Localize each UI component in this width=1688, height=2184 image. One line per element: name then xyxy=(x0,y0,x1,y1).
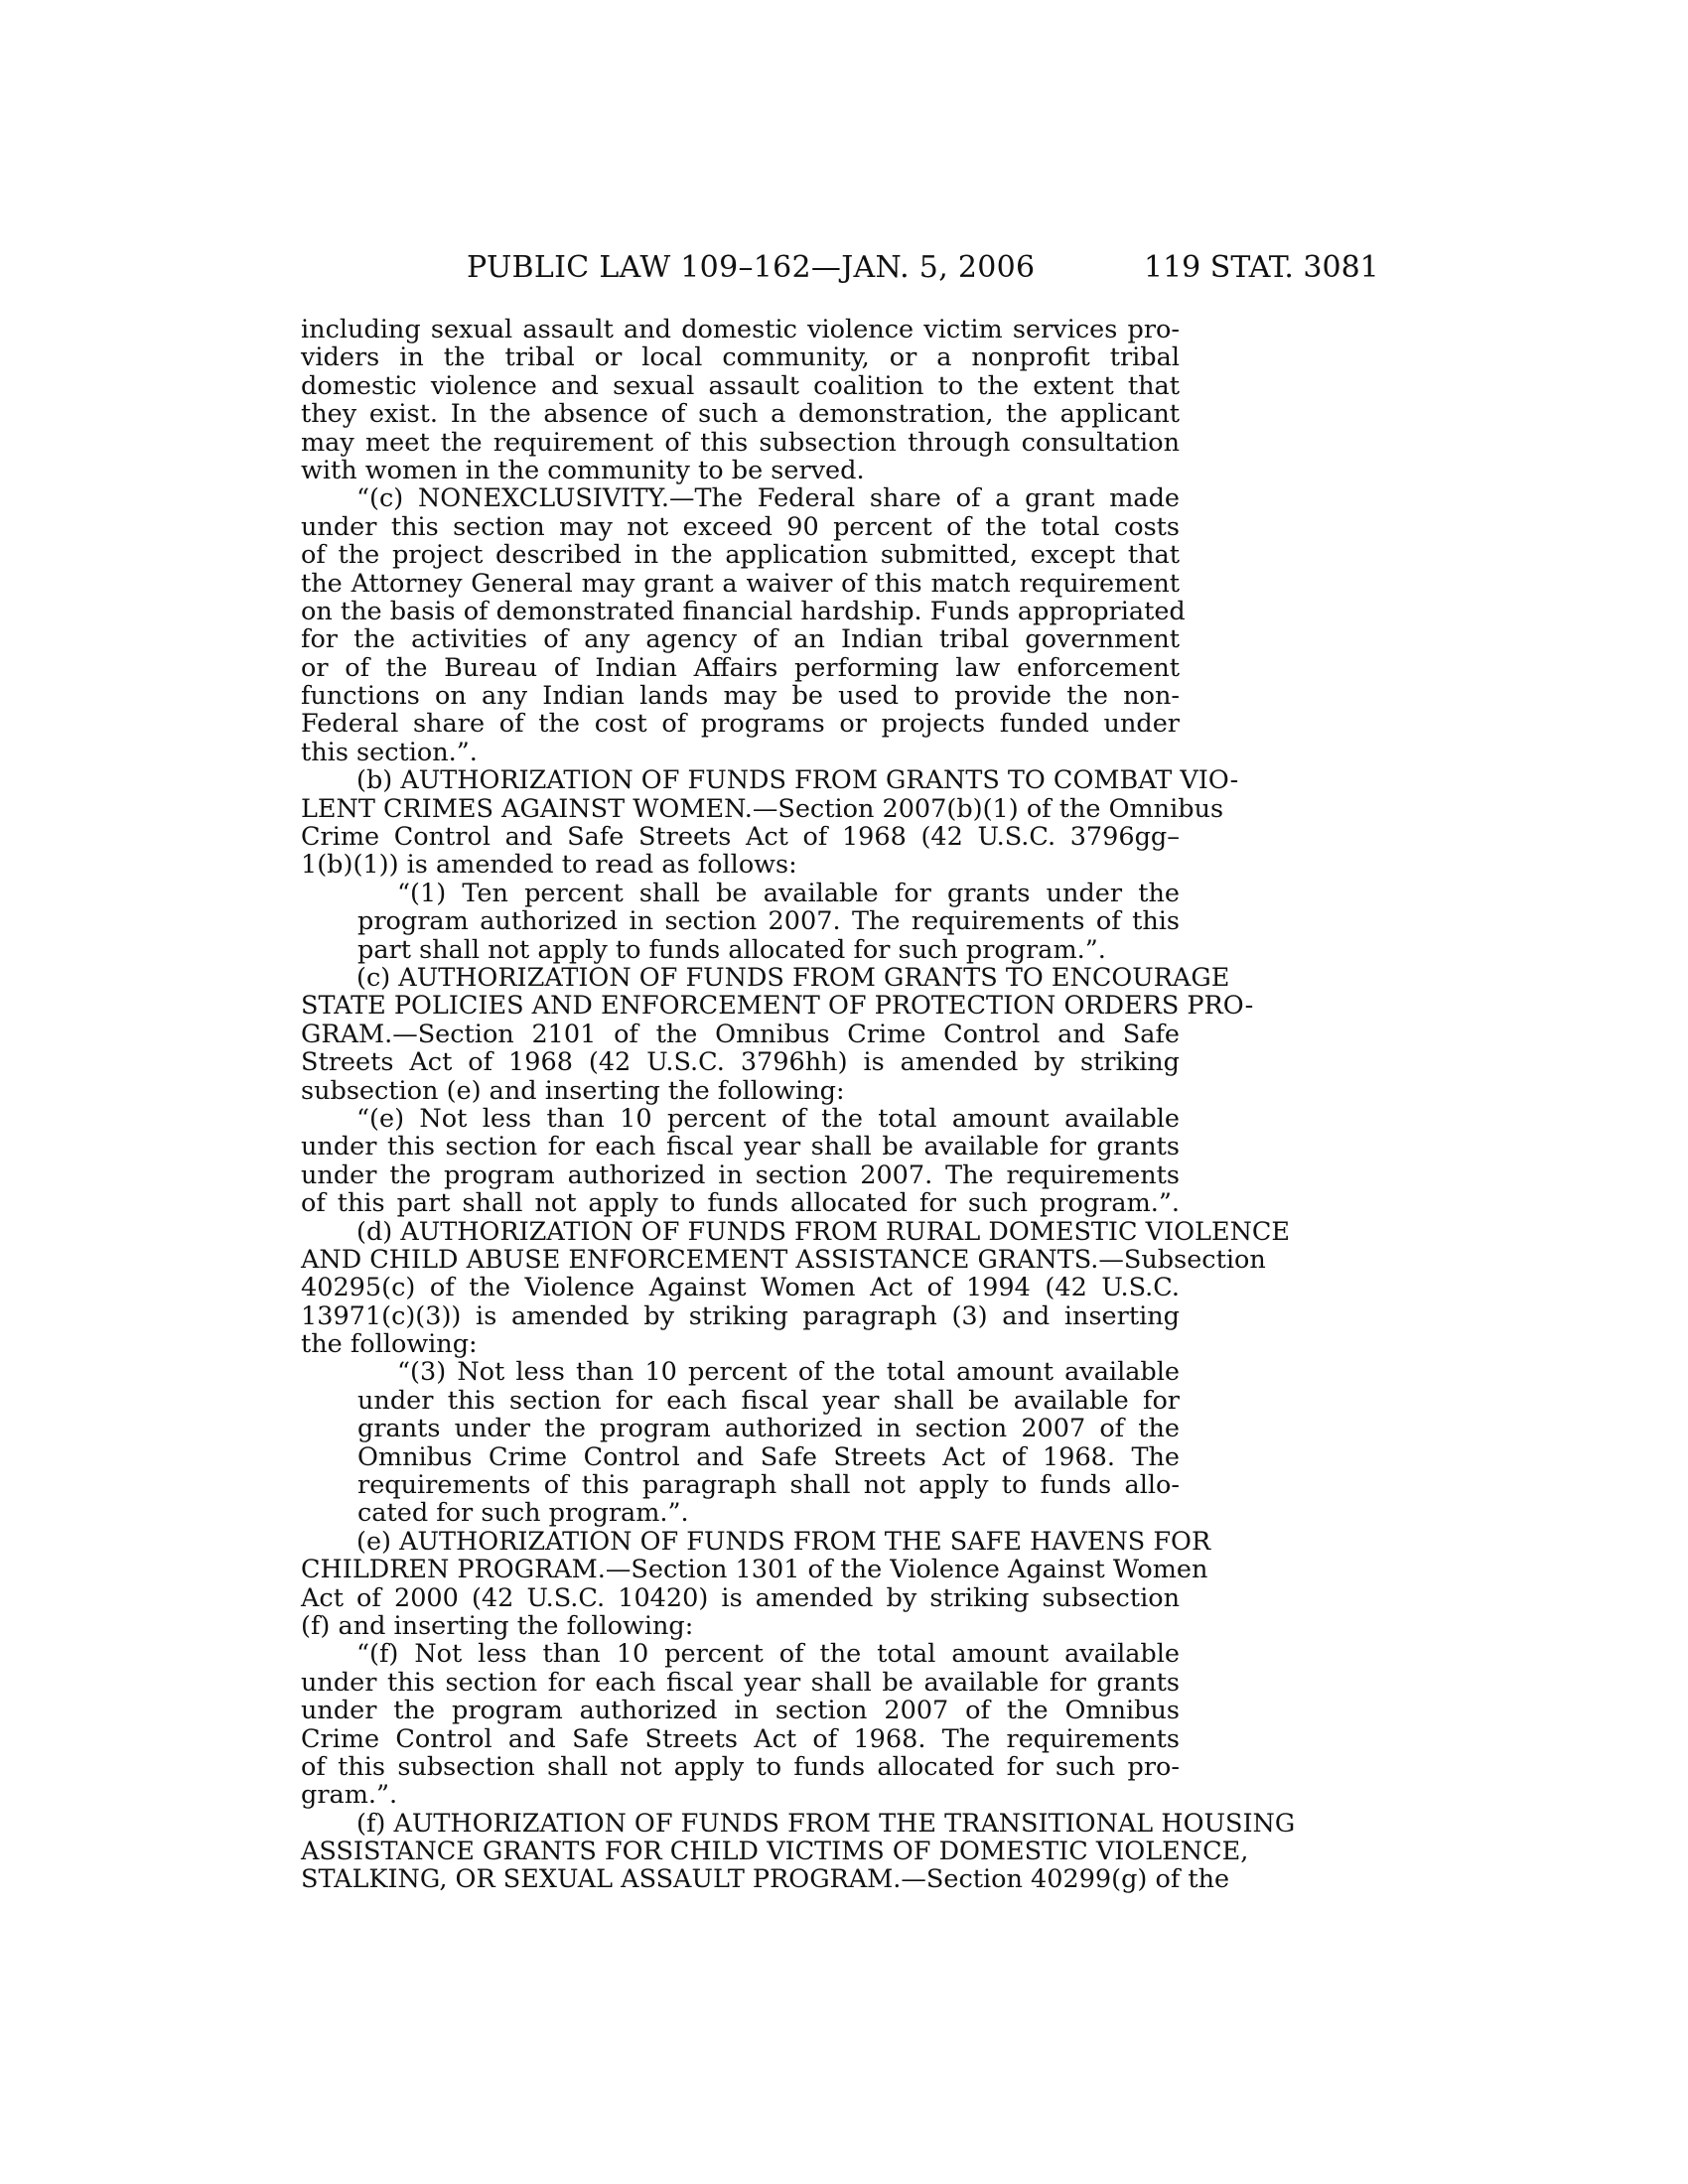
text-line: part shall not apply to funds allocated for such program.”. xyxy=(357,934,1106,965)
text-line: or of the Bureau of Indian Affairs performing law enforcement xyxy=(301,652,1180,683)
text-line: they exist. In the absence of such a demonstration, the applicant xyxy=(301,399,1180,430)
text-line: Act of 2000 (42 U.S.C. 10420) is amended by striking subsection xyxy=(301,1582,1180,1613)
page-header-title: PUBLIC LAW 109–162—JAN. 5, 2006 xyxy=(467,250,1036,285)
text-line: including sexual assault and domestic violence victim services pro- xyxy=(301,315,1180,344)
text-line: LENT CRIMES AGAINST WOMEN.—Section 2007(b)(1) of the Omnibus xyxy=(301,793,1224,824)
text-line: may meet the requirement of this subsection through consultation xyxy=(301,427,1180,458)
text-line: under the program authorized in section 2007. The requirements xyxy=(301,1160,1180,1190)
text-line: under this section for each fiscal year shall be available for xyxy=(357,1385,1180,1416)
text-line: 1(b)(1)) is amended to read as follows: xyxy=(301,850,797,881)
text-line: viders in the tribal or local community, or a nonprofit tribal xyxy=(301,342,1180,373)
text-line: gram.”. xyxy=(301,1780,398,1811)
text-line: CHILDREN PROGRAM.—Section 1301 of the Violence Against Women xyxy=(301,1555,1208,1585)
text-line: (b) AUTHORIZATION OF FUNDS FROM GRANTS TO COMBAT VIO- xyxy=(356,765,1239,796)
text-line: with women in the community to be served. xyxy=(301,455,865,485)
text-line: under this section may not exceed 90 percent of the total costs xyxy=(301,511,1180,542)
text-line: (e) AUTHORIZATION OF FUNDS FROM THE SAFE HAVENS FOR xyxy=(356,1526,1211,1557)
text-line: requirements of this paragraph shall not apply to funds allo- xyxy=(357,1470,1180,1501)
text-line: of the project described in the application submitted, except that xyxy=(301,540,1180,571)
text-line: STALKING, OR SEXUAL ASSAULT PROGRAM.—Section 40299(g) of the xyxy=(301,1864,1230,1895)
text-line: Streets Act of 1968 (42 U.S.C. 3796hh) is amended by striking xyxy=(301,1047,1180,1078)
text-line: cated for such program.”. xyxy=(357,1498,689,1529)
text-line: functions on any Indian lands may be used to provide the non- xyxy=(301,681,1180,712)
text-line: 40295(c) of the Violence Against Women Act of 1994 (42 U.S.C. xyxy=(301,1273,1180,1303)
text-line: “(f) Not less than 10 percent of the total amount available xyxy=(356,1639,1180,1670)
text-line: for the activities of any agency of an Indian tribal government xyxy=(301,624,1180,655)
text-line: “(e) Not less than 10 percent of the total amount available xyxy=(356,1103,1180,1134)
text-line: grants under the program authorized in section 2007 of the xyxy=(357,1414,1180,1444)
text-line: program authorized in section 2007. The requirements of this xyxy=(357,906,1180,937)
text-line: (f) AUTHORIZATION OF FUNDS FROM THE TRANSITIONAL HOUSING xyxy=(356,1808,1296,1839)
text-line: (d) AUTHORIZATION OF FUNDS FROM RURAL DOMESTIC VIOLENCE xyxy=(356,1216,1291,1247)
text-line: under this section for each fiscal year shall be available for grants xyxy=(301,1667,1180,1698)
text-line: under this section for each fiscal year shall be available for grants xyxy=(301,1132,1180,1162)
document-body xyxy=(301,315,1296,1895)
text-line: AND CHILD ABUSE ENFORCEMENT ASSISTANCE GRANTS.—Subsection xyxy=(301,1244,1266,1275)
text-line: STATE POLICIES AND ENFORCEMENT OF PROTECTION ORDERS PRO- xyxy=(301,991,1254,1022)
text-line: subsection (e) and inserting the following: xyxy=(301,1075,845,1106)
text-line: on the basis of demonstrated financial hardship. Funds appropriated xyxy=(301,596,1186,626)
text-line: Crime Control and Safe Streets Act of 1968 (42 U.S.C. 3796gg– xyxy=(301,822,1180,853)
text-line: GRAM.—Section 2101 of the Omnibus Crime Control and Safe xyxy=(301,1019,1180,1049)
text-line: the Attorney General may grant a waiver of this match requirement xyxy=(301,568,1180,599)
text-line: Federal share of the cost of programs or projects funded under xyxy=(301,709,1180,740)
text-line: of this part shall not apply to funds allocated for such program.”. xyxy=(301,1188,1180,1219)
text-line: (c) AUTHORIZATION OF FUNDS FROM GRANTS TO ENCOURAGE xyxy=(356,962,1230,993)
text-line: 13971(c)(3)) is amended by striking paragraph (3) and inserting xyxy=(301,1300,1180,1331)
text-line: the following: xyxy=(301,1329,478,1360)
text-line: this section.”. xyxy=(301,737,478,767)
text-line: under the program authorized in section 2007 of the Omnibus xyxy=(301,1696,1180,1726)
text-line: “(3) Not less than 10 percent of the total amount available xyxy=(397,1357,1180,1388)
text-line: “(1) Ten percent shall be available for grants under the xyxy=(397,878,1180,908)
text-line: of this subsection shall not apply to funds allocated for such pro- xyxy=(301,1751,1180,1782)
text-line: ASSISTANCE GRANTS FOR CHILD VICTIMS OF DOMESTIC VIOLENCE, xyxy=(301,1837,1249,1867)
text-line: Crime Control and Safe Streets Act of 1968. The requirements xyxy=(301,1723,1180,1754)
text-line: domestic violence and sexual assault coalition to the extent that xyxy=(301,370,1180,401)
text-line: (f) and inserting the following: xyxy=(301,1610,694,1641)
text-line: “(c) NONEXCLUSIVITY.—The Federal share of a grant made xyxy=(356,483,1180,514)
text-line: Omnibus Crime Control and Safe Streets Act of 1968. The xyxy=(357,1441,1180,1472)
page-header-stat-number: 119 STAT. 3081 xyxy=(1144,250,1379,285)
